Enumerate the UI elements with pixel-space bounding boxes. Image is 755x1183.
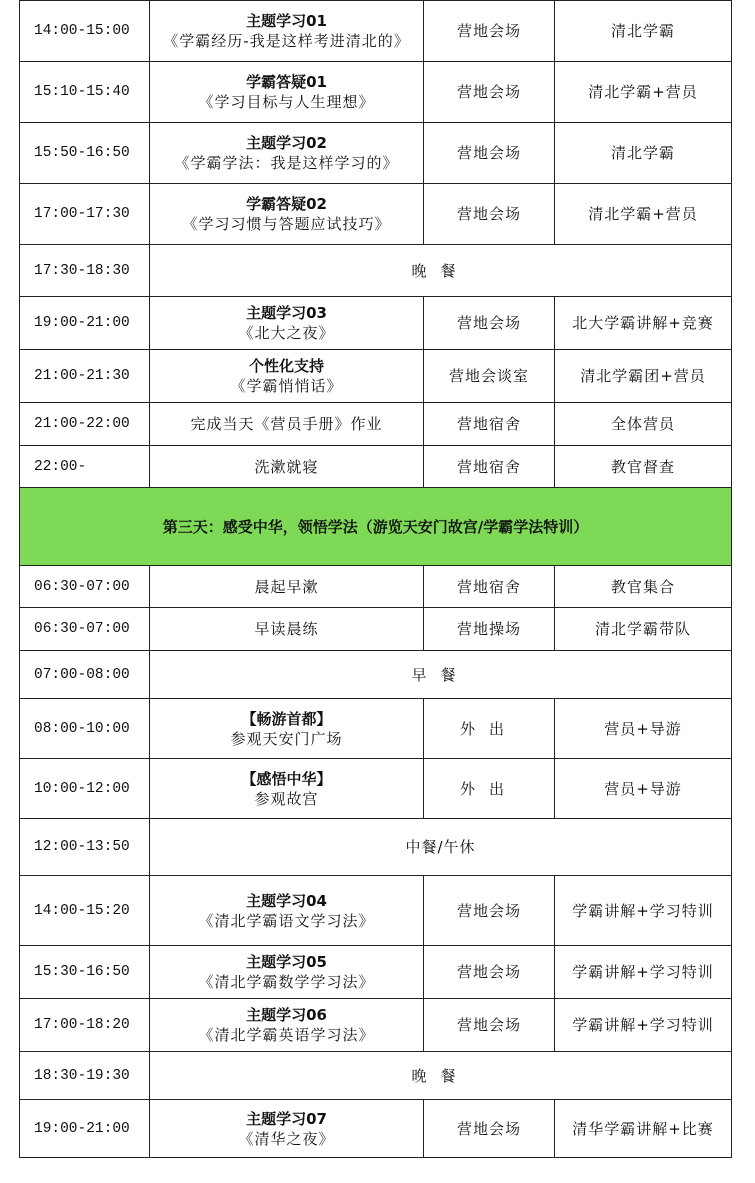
time-cell: 15:10-15:40: [20, 62, 150, 123]
activity-title: 主题学习07: [246, 1109, 327, 1128]
activity-title: 主题学习03: [246, 304, 327, 322]
location-cell: 营地宿舍: [424, 403, 555, 446]
table-row: [20, 999, 732, 1052]
schedule-table: [19, 0, 732, 1158]
activity-cell: [150, 123, 424, 184]
activity-cell: [150, 297, 424, 350]
activity-cell: [150, 876, 424, 946]
activity-title: 主题学习04: [246, 891, 327, 910]
table-row: [20, 1100, 732, 1158]
activity-cell: [150, 699, 424, 759]
responsible-cell: 清北学霸+营员: [555, 62, 732, 123]
time-cell: 15:50-16:50: [20, 123, 150, 184]
responsible-cell: 清北学霸+营员: [555, 184, 732, 245]
responsible-cell: 学霸讲解+学习特训: [555, 999, 732, 1052]
activity-title: 学霸答疑02: [246, 195, 327, 213]
time-cell: 14:00-15:00: [20, 1, 150, 62]
location-cell: 营地操场: [424, 608, 555, 651]
activity-detail: 《清华之夜》: [238, 1129, 335, 1148]
time-cell: 08:00-10:00: [20, 699, 150, 759]
time-cell: 17:00-18:20: [20, 999, 150, 1052]
table-row: [20, 184, 732, 245]
time-cell: 17:30-18:30: [20, 245, 150, 297]
responsible-cell: 营员+导游: [555, 759, 732, 819]
activity-title: 主题学习05: [246, 953, 327, 971]
location-cell: 外出: [424, 759, 555, 819]
location-cell: 营地会场: [424, 876, 555, 946]
activity-detail: 《学霸经历-我是这样考进清北的》: [163, 32, 410, 50]
time-cell: 17:00-17:30: [20, 184, 150, 245]
location-cell: 营地会场: [424, 297, 555, 350]
table-row: [20, 123, 732, 184]
location-cell: 营地会场: [424, 1100, 555, 1158]
time-cell: 18:30-19:30: [20, 1052, 150, 1100]
time-cell: 21:00-22:00: [20, 403, 150, 446]
activity-cell: [150, 350, 424, 403]
responsible-cell: 清北学霸: [555, 1, 732, 62]
day-banner-row: [20, 488, 732, 566]
activity-title: 学霸答疑01: [246, 73, 327, 91]
activity-detail: 《北大之夜》: [238, 324, 335, 342]
location-cell: 营地宿舍: [424, 566, 555, 608]
meal-label: 晚餐: [150, 1052, 732, 1100]
time-cell: 19:00-21:00: [20, 1100, 150, 1158]
time-cell: 15:30-16:50: [20, 946, 150, 999]
table-row: [20, 566, 732, 608]
responsible-cell: 北大学霸讲解+竞赛: [555, 297, 732, 350]
meal-row: [20, 245, 732, 297]
location-cell: 营地会场: [424, 999, 555, 1052]
time-cell: 06:30-07:00: [20, 566, 150, 608]
activity-cell: [150, 1, 424, 62]
activity-title: 主题学习01: [246, 12, 327, 30]
table-row: [20, 446, 732, 488]
responsible-cell: 清北学霸: [555, 123, 732, 184]
activity-detail: 《学霸学法：我是这样学习的》: [174, 154, 399, 172]
activity-cell: [150, 999, 424, 1052]
meal-row: [20, 819, 732, 876]
responsible-cell: 学霸讲解+学习特训: [555, 876, 732, 946]
table-row: [20, 608, 732, 651]
activity-detail: 《学霸悄悄话》: [230, 377, 343, 395]
time-cell: 12:00-13:50: [20, 819, 150, 876]
meal-label: 晚餐: [150, 245, 732, 297]
responsible-cell: 教官督查: [555, 446, 732, 488]
meal-row: [20, 1052, 732, 1100]
time-cell: 14:00-15:20: [20, 876, 150, 946]
activity-cell: 洗漱就寝: [150, 446, 424, 488]
activity-cell: 晨起早漱: [150, 566, 424, 608]
activity-title: 个性化支持: [248, 357, 324, 375]
table-row: [20, 62, 732, 123]
responsible-cell: 教官集合: [555, 566, 732, 608]
responsible-cell: 学霸讲解+学习特训: [555, 946, 732, 999]
activity-detail: 《清北学霸数学学习法》: [198, 973, 375, 991]
table-row: [20, 699, 732, 759]
table-row: [20, 403, 732, 446]
time-cell: 21:00-21:30: [20, 350, 150, 403]
location-cell: 营地宿舍: [424, 446, 555, 488]
activity-detail: 《清北学霸英语学习法》: [198, 1026, 375, 1044]
activity-detail: 《学习目标与人生理想》: [198, 93, 375, 111]
location-cell: 外出: [424, 699, 555, 759]
activity-detail: 《清北学霸语文学习法》: [198, 911, 375, 930]
location-cell: 营地会谈室: [424, 350, 555, 403]
time-cell: 07:00-08:00: [20, 651, 150, 699]
table-row: [20, 1, 732, 62]
activity-title: 主题学习06: [246, 1006, 327, 1024]
time-cell: 22:00-: [20, 446, 150, 488]
activity-detail: 参观故宫: [254, 789, 319, 808]
location-cell: 营地会场: [424, 62, 555, 123]
responsible-cell: 清北学霸团+营员: [555, 350, 732, 403]
time-cell: 10:00-12:00: [20, 759, 150, 819]
schedule-sheet: [19, 0, 732, 1158]
responsible-cell: 清北学霸带队: [555, 608, 732, 651]
day-banner: 第三天：感受中华，领悟学法（游览天安门故宫/学霸学法特训）: [20, 488, 732, 566]
location-cell: 营地会场: [424, 1, 555, 62]
activity-title: 【畅游首都】: [241, 709, 332, 728]
time-cell: 06:30-07:00: [20, 608, 150, 651]
table-row: [20, 876, 732, 946]
responsible-cell: 清华学霸讲解+比赛: [555, 1100, 732, 1158]
meal-label: 中餐/午休: [150, 819, 732, 876]
activity-title: 主题学习02: [246, 134, 327, 152]
meal-label: 早餐: [150, 651, 732, 699]
table-row: [20, 946, 732, 999]
activity-detail: 《学习习惯与答题应试技巧》: [182, 215, 391, 233]
activity-detail: 参观天安门广场: [230, 729, 343, 748]
location-cell: 营地会场: [424, 184, 555, 245]
time-cell: 19:00-21:00: [20, 297, 150, 350]
table-row: [20, 297, 732, 350]
activity-cell: [150, 946, 424, 999]
table-row: [20, 350, 732, 403]
activity-title: 【感悟中华】: [241, 769, 332, 788]
table-row: [20, 759, 732, 819]
location-cell: 营地会场: [424, 123, 555, 184]
activity-cell: [150, 759, 424, 819]
activity-cell: [150, 184, 424, 245]
location-cell: 营地会场: [424, 946, 555, 999]
activity-cell: 早读晨练: [150, 608, 424, 651]
responsible-cell: 营员+导游: [555, 699, 732, 759]
activity-cell: 完成当天《营员手册》作业: [150, 403, 424, 446]
activity-cell: [150, 1100, 424, 1158]
activity-cell: [150, 62, 424, 123]
meal-row: [20, 651, 732, 699]
responsible-cell: 全体营员: [555, 403, 732, 446]
